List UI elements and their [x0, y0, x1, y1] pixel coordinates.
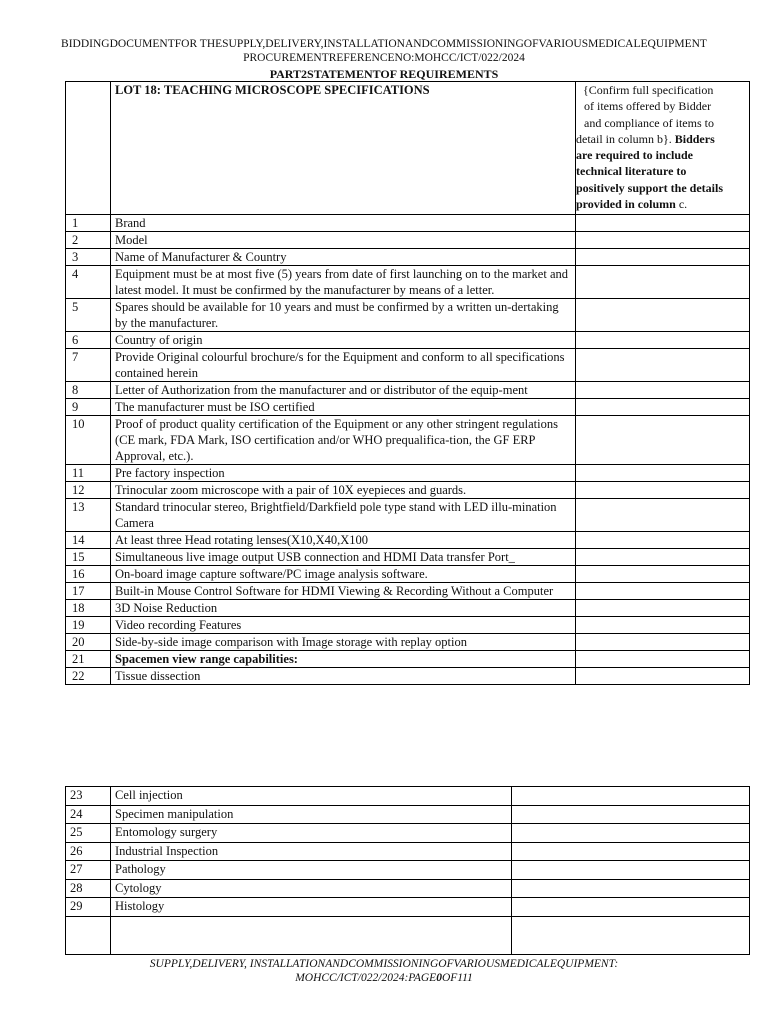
requirement-text: 3D Noise Reduction [111, 600, 576, 617]
requirement-text: Pathology [111, 861, 512, 880]
bidder-response-cell[interactable] [576, 215, 750, 232]
requirement-text: Spacemen view range capabilities: [111, 651, 576, 668]
table-row [66, 787, 750, 806]
row-number: 25 [66, 824, 111, 843]
table-row [66, 600, 750, 617]
confirm-line-bold: technical literature to [576, 164, 687, 179]
requirement-text: On-board image capture software/PC image analysis software. [111, 566, 576, 583]
footer-page-total: OF111 [441, 972, 473, 984]
row-number: 7 [66, 349, 111, 382]
table-row [66, 634, 750, 651]
requirement-text: Equipment must be at most five (5) years from date of first launching on to the market and latest model. It must be confirmed by the manufacturer by means of a letter. [111, 266, 576, 299]
bidder-response-cell[interactable] [576, 299, 750, 332]
bidder-response-cell[interactable] [576, 499, 750, 532]
requirement-text: Pre factory inspection [111, 465, 576, 482]
table-row [66, 382, 750, 399]
requirement-text: The manufacturer must be ISO certified [111, 399, 576, 416]
row-number: 8 [66, 382, 111, 399]
row-number: 3 [66, 249, 111, 266]
confirm-line-bold: provided in column [576, 197, 676, 212]
table-row [66, 566, 750, 583]
row-number [66, 916, 111, 954]
requirement-text: Spares should be available for 10 years and must be confirmed by a written un-dertaking by the manufacturer. [111, 299, 576, 332]
table-row [66, 249, 750, 266]
table-row [66, 482, 750, 499]
row-number: 6 [66, 332, 111, 349]
bidder-response-cell[interactable] [512, 824, 750, 843]
confirm-line: c [678, 197, 685, 212]
table-row [66, 916, 750, 954]
bidder-response-cell[interactable] [576, 416, 750, 465]
bidder-response-cell[interactable] [576, 249, 750, 266]
row-number: 2 [66, 232, 111, 249]
bidder-response-cell[interactable] [576, 566, 750, 583]
row-number: 26 [66, 842, 111, 861]
bidder-response-cell[interactable] [576, 382, 750, 399]
table-row [66, 499, 750, 532]
table-row [66, 898, 750, 917]
section-title: PART2STATEMENTOF REQUIREMENTS [269, 67, 499, 81]
specification-table [65, 81, 750, 685]
row-number: 13 [66, 499, 111, 532]
row-number: 9 [66, 399, 111, 416]
confirm-line-bold: Bidders [674, 131, 715, 146]
row-number: 20 [66, 634, 111, 651]
bidder-response-cell[interactable] [512, 916, 750, 954]
requirement-text: Industrial Inspection [111, 842, 512, 861]
table-row [66, 232, 750, 249]
table-row [66, 617, 750, 634]
table-row [66, 399, 750, 416]
requirement-text: Letter of Authorization from the manufacturer and or distributor of the equip-ment [111, 382, 576, 399]
bidder-response-cell[interactable] [512, 879, 750, 898]
table-row [66, 805, 750, 824]
confirm-line: . [684, 197, 688, 212]
row-number: 24 [66, 805, 111, 824]
requirement-text: Video recording Features [111, 617, 576, 634]
row-number: 28 [66, 879, 111, 898]
row-number: 10 [66, 416, 111, 465]
table-row [66, 583, 750, 600]
requirement-text: At least three Head rotating lenses(X10,X40,X100 [111, 532, 576, 549]
row-number: 27 [66, 861, 111, 880]
bidder-response-cell[interactable] [576, 532, 750, 549]
lot-title: LOT 18: TEACHING MICROSCOPE SPECIFICATIONS [111, 82, 576, 215]
bidder-response-cell[interactable] [576, 668, 750, 685]
requirement-text: Model [111, 232, 576, 249]
row-number: 16 [66, 566, 111, 583]
bidder-response-cell[interactable] [576, 482, 750, 499]
footer-page-info [0, 971, 768, 985]
requirement-text: Side-by-side image comparison with Image storage with replay option [111, 634, 576, 651]
table-row [66, 299, 750, 332]
row-number: 22 [66, 668, 111, 685]
bidder-response-cell[interactable] [576, 332, 750, 349]
bidder-response-cell[interactable] [512, 898, 750, 917]
bidder-response-cell[interactable] [576, 399, 750, 416]
row-number: 4 [66, 266, 111, 299]
bidder-response-cell[interactable] [576, 634, 750, 651]
table-row [66, 842, 750, 861]
row-number: 11 [66, 465, 111, 482]
table-row [66, 824, 750, 843]
row-number: 29 [66, 898, 111, 917]
table-row [66, 879, 750, 898]
bidder-response-cell[interactable] [576, 617, 750, 634]
confirm-line: of items offered by Bidder [584, 99, 712, 114]
table-header-row [66, 82, 750, 215]
row-number: 23 [66, 787, 111, 806]
requirement-text: Specimen manipulation [111, 805, 512, 824]
table-row [66, 465, 750, 482]
row-number: 21 [66, 651, 111, 668]
confirm-line: and compliance of items to [584, 115, 714, 130]
footer-reference: MOHCC/ICT/022/2024:PAGE [295, 972, 437, 984]
bidder-response-cell[interactable] [512, 842, 750, 861]
requirement-text: Histology [111, 898, 512, 917]
bidder-response-cell[interactable] [576, 266, 750, 299]
table-row [66, 532, 750, 549]
row-number: 17 [66, 583, 111, 600]
header-number-cell [66, 82, 111, 215]
table-row [66, 861, 750, 880]
bidder-response-cell[interactable] [576, 600, 750, 617]
confirm-line: {Confirm full specification [583, 83, 714, 97]
table-row [66, 416, 750, 465]
footer-title: SUPPLY,DELIVERY, INSTALLATIONANDCOMMISSIONINGOFVARIOUSMEDICALEQUIPMENT: [149, 958, 619, 970]
table-row [66, 332, 750, 349]
requirement-text: Provide Original colourful brochure/s for the Equipment and conform to all specifications contained herein [111, 349, 576, 382]
bidder-response-cell[interactable] [576, 465, 750, 482]
bidder-response-cell[interactable] [512, 861, 750, 880]
requirement-text: Trinocular zoom microscope with a pair of 10X eyepieces and guards. [111, 482, 576, 499]
table-row [66, 651, 750, 668]
requirement-text: Built-in Mouse Control Software for HDMI Viewing & Recording Without a Computer [111, 583, 576, 600]
bidder-response-cell[interactable] [576, 349, 750, 382]
confirm-line-bold: positively support the details [576, 180, 724, 195]
bidder-response-cell[interactable] [576, 549, 750, 566]
requirement-text: Name of Manufacturer & Country [111, 249, 576, 266]
requirement-text: Country of origin [111, 332, 576, 349]
requirement-text: Proof of product quality certification of the Equipment or any other stringent regulations (CE mark, FDA Mark, ISO certification and/or WHO prequalifica-tion, the GF ERP Approval, etc.). [111, 416, 576, 465]
requirement-text: Brand [111, 215, 576, 232]
row-number: 15 [66, 549, 111, 566]
table-row [66, 215, 750, 232]
table-row [66, 668, 750, 685]
document-header-title: BIDDINGDOCUMENTFOR THESUPPLY,DELIVERY,INSTALLATIONANDCOMMISSIONINGOFVARIOUSMEDICALEQUIPMENT [61, 38, 707, 50]
bidder-response-cell[interactable] [576, 232, 750, 249]
confirm-line-bold: are required to include [576, 148, 693, 163]
requirement-text [111, 916, 512, 954]
row-number: 5 [66, 299, 111, 332]
table-row [66, 549, 750, 566]
specification-table-continued [65, 786, 750, 955]
requirement-text: Entomology surgery [111, 824, 512, 843]
requirement-text: Tissue dissection [111, 668, 576, 685]
confirm-column-instruction [576, 82, 750, 215]
row-number: 14 [66, 532, 111, 549]
bidder-response-cell[interactable] [576, 651, 750, 668]
row-number: 18 [66, 600, 111, 617]
row-number: 19 [66, 617, 111, 634]
table-row [66, 349, 750, 382]
bidder-response-cell[interactable] [512, 805, 750, 824]
requirement-text: Cytology [111, 879, 512, 898]
footer-page-number: 0 [436, 972, 442, 984]
row-number: 1 [66, 215, 111, 232]
requirement-text: Simultaneous live image output USB connection and HDMI Data transfer Port_ [111, 549, 576, 566]
procurement-reference: PROCUREMENTREFERENCENO:MOHCC/ICT/022/2024 [243, 52, 525, 64]
requirement-text: Standard trinocular stereo, Brightfield/Darkfield pole type stand with LED illu-mination Camera [111, 499, 576, 532]
requirement-text: Cell injection [111, 787, 512, 806]
bidder-response-cell[interactable] [576, 583, 750, 600]
row-number: 12 [66, 482, 111, 499]
confirm-line: detail in column b}. [576, 131, 672, 146]
table-row [66, 266, 750, 299]
bidder-response-cell[interactable] [512, 787, 750, 806]
